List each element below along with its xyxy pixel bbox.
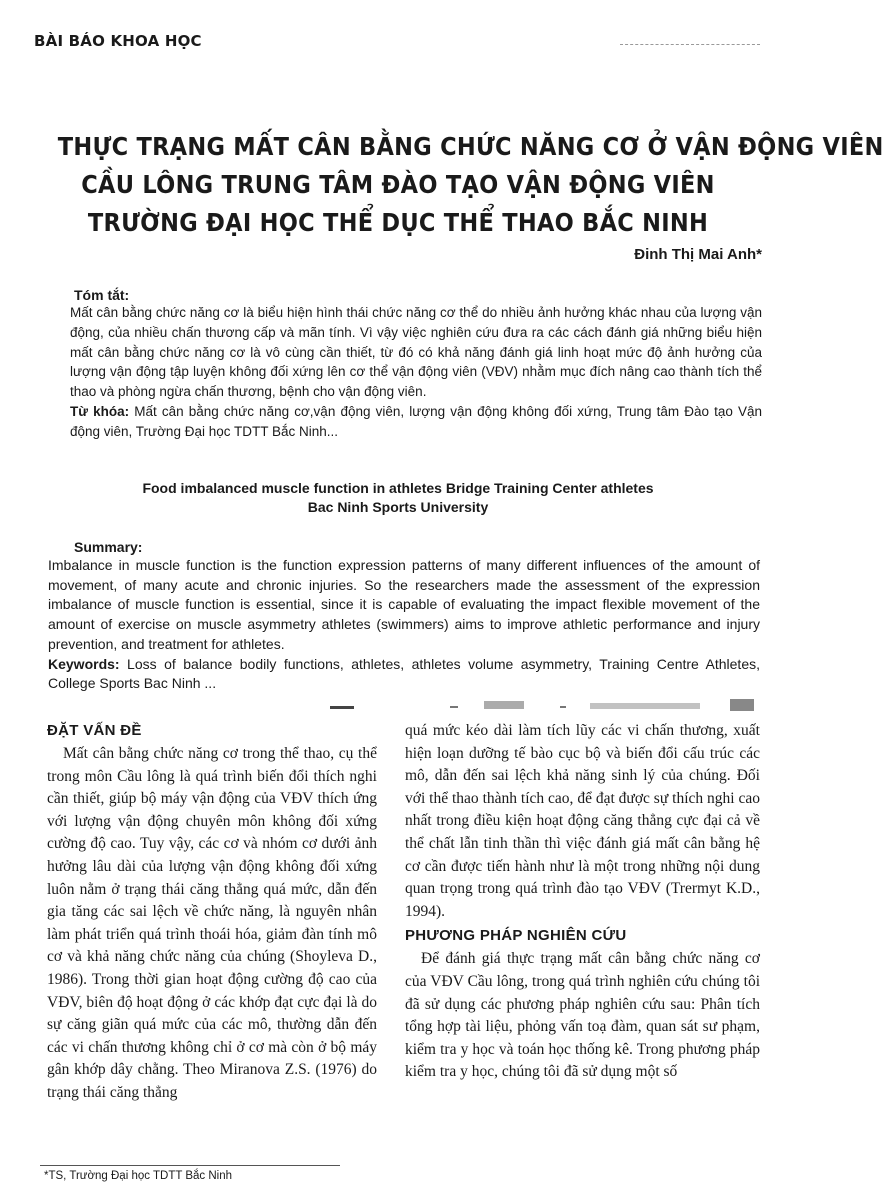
english-title-line-1: Food imbalanced muscle function in athletes Bridge Training Center athletes xyxy=(142,480,654,496)
body-column-right xyxy=(405,720,760,1084)
keywords-en xyxy=(48,655,760,694)
header-rule xyxy=(620,44,760,45)
keywords-vi-text: Mất cân bằng chức năng cơ,vận động viên, lượng vận động không đối xứng, Trung tâm Đào tạo Vận động viên, Trường Đại học TDTT Bắc Ninh... xyxy=(70,403,762,439)
abstract-en xyxy=(48,556,760,694)
keywords-en-label: Keywords: xyxy=(48,655,120,672)
footnote: *TS, Trường Đại học TDTT Bắc Ninh xyxy=(44,1170,233,1182)
abstract-vi-text: Mất cân bằng chức năng cơ là biểu hiện hình thái chức năng cơ thể do nhiều ảnh hưởng khác nhau của lượng vận động, của nhiều chấn thương cấp và mãn tính. Vì vậy việc nghiên cứu đưa ra các cách đánh giá những biểu hiện mất cân bằng chức năng cơ là vô cùng cần thiết, từ đó có khả năng đánh giá linh hoạt mức độ ảnh hưởng của lượng vận động tập luyện không đối xứng lên cơ thể vận động viên (VĐV) nhằm mục đích nâng cao thành tích thể thao và phòng ngừa chấn thương, bệnh cho vận động viên. xyxy=(70,305,762,400)
english-title-line-2: Bac Ninh Sports University xyxy=(307,499,489,515)
title-line-2: CẦU LÔNG TRUNG TÂM ĐÀO TẠO VẬN ĐỘNG VIÊN xyxy=(81,170,715,199)
footnote-rule xyxy=(40,1165,340,1166)
section-heading-methods: PHƯƠNG PHÁP NGHIÊN CỨU xyxy=(405,927,627,945)
divider-mark xyxy=(590,703,700,709)
abstract-vi-heading: Tóm tắt: xyxy=(74,287,130,303)
english-title xyxy=(40,479,756,517)
intro-paragraph: Mất cân bằng chức năng cơ trong thể thao, cụ thể trong môn Cầu lông là quá trình biến đổi thích nghi cần thiết, giúp bộ máy vận động của VĐV thích ứng với lượng vận động chuyên môn không đối xứng cường độ cao. Tuy vậy, các cơ và nhóm cơ dưới ảnh hưởng lâu dài của lượng vận động không đối xứng luôn nằm ở trạng thái căng thẳng quá mức, dẫn đến gia tăng các sai lệch về chức năng, là nguyên nhân làm phát triển quá trình thoái hóa, giảm đàn tính mô cơ và khả năng chức năng của chúng (Shoyleva D., 1986). Trong thời gian hoạt động cường độ cao của VĐV, biên độ hoạt động ở các khớp đạt cực đại là do sự căng giãn quá mức của các mô, thường dẫn đến các vi chấn thương không chỉ ở cơ mà còn ở bộ máy gân khớp dây chằng. Theo Miranova Z.S. (1976) do trạng thái căng thẳng xyxy=(47,745,377,1101)
decorative-divider xyxy=(440,697,760,713)
keywords-vi-label: Từ khóa: xyxy=(70,403,130,419)
intro-paragraph-continued: quá mức kéo dài làm tích lũy các vi chấn thương, xuất hiện loạn dưỡng tế bào cục bộ và biến đổi cấu trúc các mô, dẫn đến sai lệch khả năng sinh lý của chúng. Đối với thể thao thành tích cao, để đạt được sự thích nghi cao nhất trong điều kiện hoạt động căng thẳng cực đại cả về thể chất lẫn tinh thần thì việc đánh giá mất cân bằng hệ cơ cần được tiến hành như là một trong những nội dung quan trọng trong quá trình đào tạo VĐV (Trermyt K.D., 1994). xyxy=(405,722,760,920)
section-label: BÀI BÁO KHOA HỌC xyxy=(34,32,202,50)
title-line-1: THỰC TRẠNG MẤT CÂN BẰNG CHỨC NĂNG CƠ Ở VẬN ĐỘNG VIÊN xyxy=(57,132,884,161)
section-heading-intro: ĐẶT VẤN ĐỀ xyxy=(47,722,142,739)
keywords-en-text: Loss of balance bodily functions, athletes, athletes volume asymmetry, Training Centre Athletes, College Sports Bac Ninh ... xyxy=(48,655,760,692)
keywords-vi xyxy=(70,402,762,442)
divider-mark xyxy=(484,701,524,709)
body-column-left xyxy=(47,720,377,1105)
article-title xyxy=(57,128,884,242)
author-name: Đinh Thị Mai Anh* xyxy=(634,246,762,263)
summary-heading: Summary: xyxy=(74,539,143,555)
divider-mark xyxy=(730,699,754,711)
abstract-en-text: Imbalance in muscle function is the function expression patterns of many different influences of the amount of movement, of many acute and chronic injuries. So the researchers made the assessment of the expression imbalance of muscle function is essential, since it is capable of evaluating the impact flexible movement of the amount of exercise on muscle asymmetry athletes (swimmers) aims to improve athletic performance and injury prevention, and treatment for athletes. xyxy=(48,557,760,652)
divider-mark xyxy=(560,706,566,708)
divider-mark xyxy=(330,706,354,709)
methods-paragraph: Để đánh giá thực trạng mất cân bằng chức năng cơ của VĐV Cầu lông, trong quá trình nghiên cứu chúng tôi đã sử dụng các phương pháp nghiên cứu sau: Phân tích tổng hợp tài liệu, phỏng vấn toạ đàm, quan sát sư phạm, kiểm tra y học và toán học thống kê. Trong phương pháp kiểm tra y học, chúng tôi đã sử dụng một số xyxy=(405,950,760,1081)
divider-mark xyxy=(450,706,458,708)
abstract-vi xyxy=(70,303,762,442)
title-line-3: TRƯỜNG ĐẠI HỌC THỂ DỤC THỂ THAO BẮC NINH xyxy=(87,208,709,237)
